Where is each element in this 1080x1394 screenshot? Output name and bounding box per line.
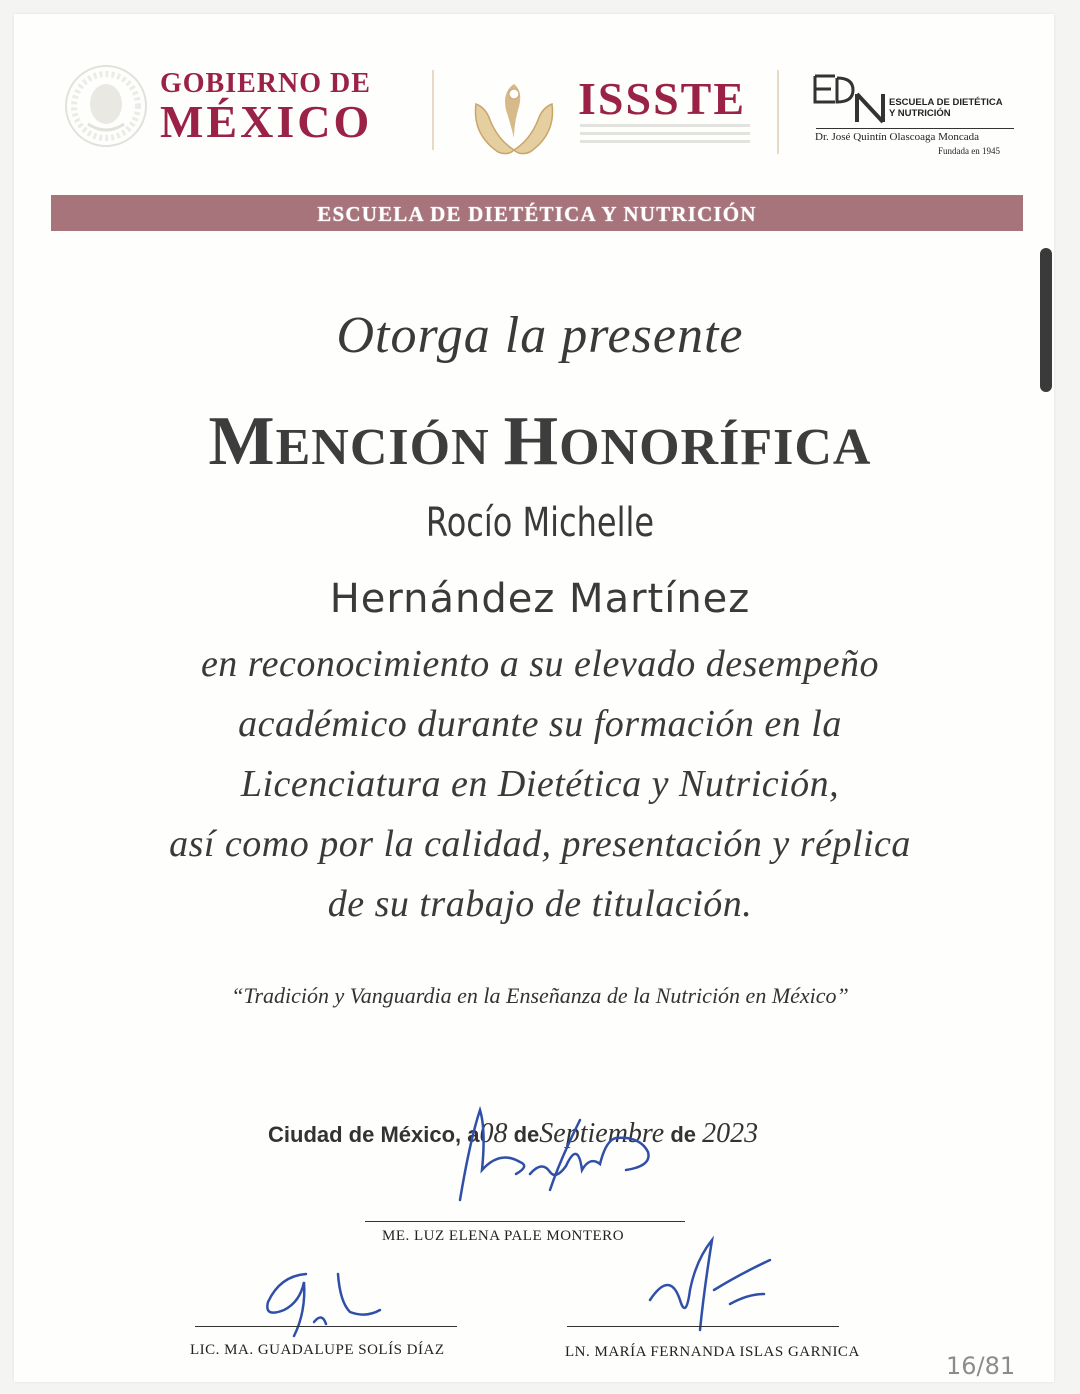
signature-line-right	[567, 1326, 839, 1327]
signature-line-top	[365, 1221, 685, 1222]
mexico-seal-logo	[64, 64, 148, 148]
signatory-left: LIC. MA. GUADALUPE SOLÍS DÍAZ	[190, 1342, 445, 1358]
issste-hands-logo	[468, 74, 560, 158]
body-line-1: en reconocimiento a su elevado desempeño	[200, 643, 880, 685]
body-line-5: de su trabajo de titulación.	[327, 883, 753, 925]
school-motto: “Tradición y Vanguardia en la Enseñanza de la Nutrición en México”	[231, 983, 849, 1008]
date-year: 2023	[702, 1118, 759, 1149]
edn-school-name	[889, 97, 1003, 119]
edn-rule	[816, 128, 1014, 129]
recipient-last-name: Hernández Martínez	[329, 576, 751, 622]
banner-text: ESCUELA DE DIETÉTICA Y NUTRICIÓN	[317, 202, 757, 226]
date-day: 08	[479, 1118, 508, 1149]
signature-solis-diaz	[240, 1252, 400, 1342]
date-de-1: de	[507, 1122, 540, 1147]
edn-founded: Fundada en 1945	[938, 146, 1000, 156]
body-line-2: académico durante su formación en la	[238, 703, 842, 745]
edn-director: Dr. José Quintín Olascoaga Moncada	[815, 131, 980, 143]
date-city: Ciudad de México, a	[268, 1122, 480, 1147]
edn-name-line2: Y NUTRICIÓN	[889, 108, 951, 119]
gobierno-de-mexico-logo	[160, 68, 390, 147]
header-divider	[432, 70, 434, 150]
title-rest-2: ONORÍFICA	[559, 419, 872, 476]
gobierno-line2: MÉXICO	[160, 96, 373, 147]
signatory-top: ME. LUZ ELENA PALE MONTERO	[382, 1228, 625, 1244]
gobierno-line1: GOBIERNO DE	[160, 68, 371, 99]
signatory-right: LN. MARÍA FERNANDA ISLAS GARNICA	[565, 1344, 860, 1360]
certificate-intro: Otorga la presente	[336, 307, 744, 364]
school-banner	[51, 195, 1023, 231]
body-line-4: así como por la calidad, presentación y réplica	[169, 823, 911, 865]
page-indicator: 16/81	[946, 1352, 1016, 1380]
title-rest-1: ENCIÓN	[275, 419, 504, 476]
signature-pale-montero	[430, 1100, 670, 1210]
signature-line-left	[195, 1326, 457, 1327]
body-line-3: Licenciatura en Dietética y Nutrición,	[240, 763, 840, 805]
edn-name-line1: ESCUELA DE DIETÉTICA	[889, 97, 1003, 108]
certificate-title	[0, 402, 1080, 482]
recipient-first-name: Rocío Michelle	[425, 500, 655, 546]
date-month: Septiembre	[539, 1118, 665, 1149]
title-initial-h: H	[503, 403, 560, 480]
date-de-2: de	[664, 1122, 703, 1147]
title-initial-m: M	[208, 403, 276, 480]
header-divider	[777, 70, 779, 154]
signature-islas-garnica	[630, 1230, 790, 1340]
issste-subtitle-faded	[580, 124, 750, 150]
edn-logo	[813, 72, 887, 124]
issste-logo-text: ISSSTE	[578, 73, 747, 124]
